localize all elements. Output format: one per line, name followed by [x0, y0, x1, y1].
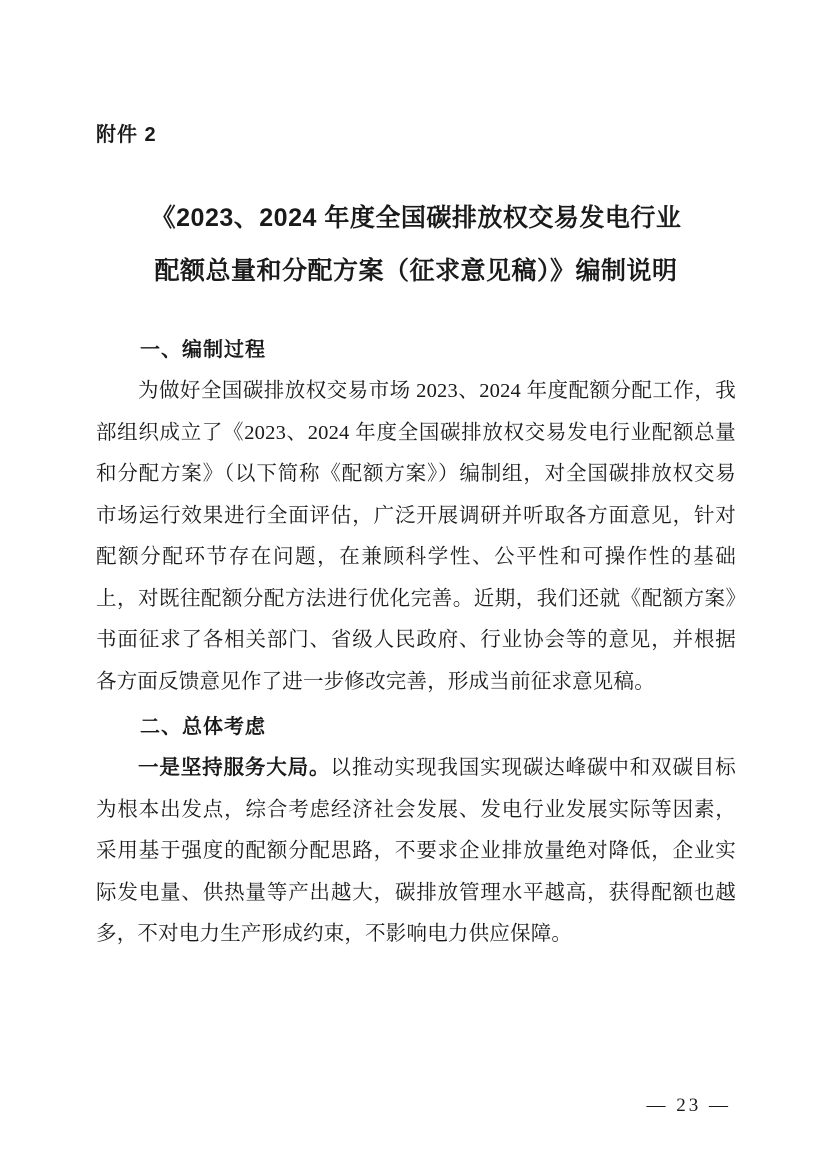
attachment-label: 附件 2 — [96, 124, 157, 146]
section-heading: 二、总体考虑 — [140, 716, 266, 738]
page-title-line-2: 配额总量和分配方案（征求意见稿）》编制说明 — [154, 257, 678, 285]
page-title-line-1: 《2023、2024 年度全国碳排放权交易发电行业 — [150, 204, 682, 232]
page-title — [96, 192, 736, 298]
section-overall-considerations — [96, 707, 736, 956]
section-compilation-process — [96, 330, 736, 703]
page-number: — 23 — — [646, 1095, 731, 1116]
paragraph-lead: 一是坚持服务大局。 — [138, 757, 331, 779]
document-body — [96, 330, 736, 956]
paragraph — [96, 371, 736, 703]
paragraph-text: 以推动实现我国实现碳达峰碳中和双碳目标为根本出发点，综合考虑经济社会发展、发电行业发展实际等因素，采用基于强度的配额分配思路，不要求企业排放量绝对降低，企业实际发电量、供热量等产出越大，碳排放管理水平越高，获得配额也越多，不对电力生产形成约束，不影响电力供应保障。 — [96, 757, 736, 945]
paragraph — [96, 748, 736, 956]
section-heading: 一、编制过程 — [140, 339, 266, 361]
paragraph-text: 为做好全国碳排放权交易市场 2023、2024 年度配额分配工作，我部组织成立了《2023、2024 年度全国碳排放权交易发电行业配额总量和分配方案》（以下简称《配额方案》）编制组，对全国碳排放权交易市场运行效果进行全面评估，广泛开展调研并听取各方面意见，针对配额分配环节存在问题，在兼顾科学性、公平性和可操作性的基础上，对既往配额分配方法进行优化完善。近期，我们还就《配额方案》书面征求了各相关部门、省级人民政府、行业协会等的意见，并根据各方面反馈意见作了进一步修改完善，形成当前征求意见稿。 — [96, 380, 736, 693]
